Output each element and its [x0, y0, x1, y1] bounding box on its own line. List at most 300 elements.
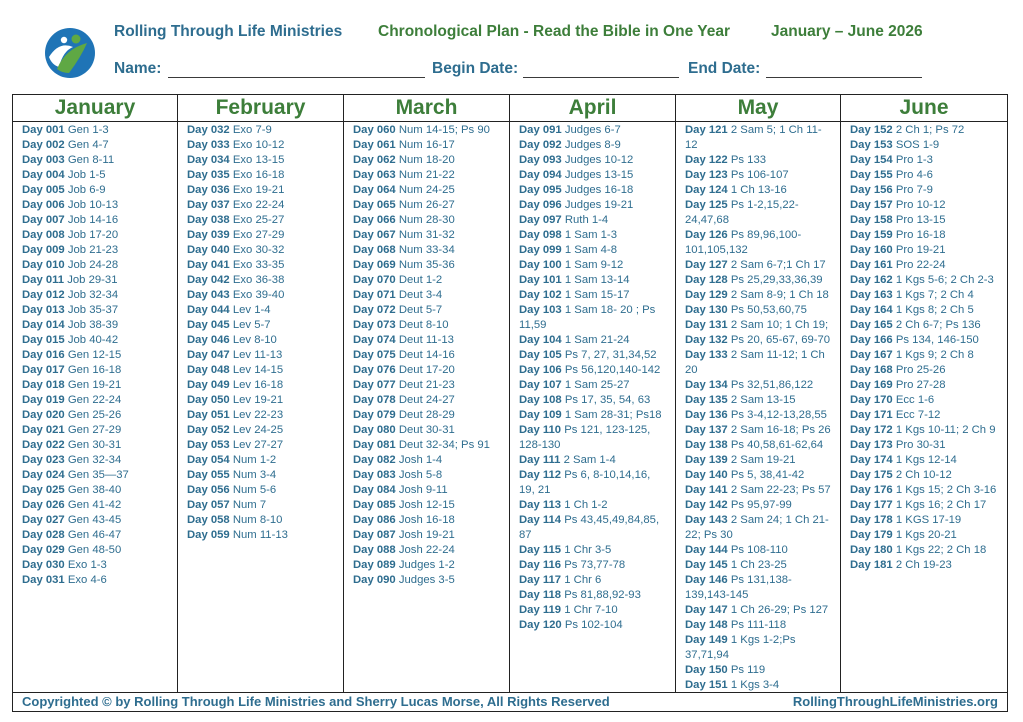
day-number: Day 073 — [353, 319, 396, 331]
reading-entry — [353, 333, 509, 348]
day-number: Day 123 — [685, 169, 728, 181]
day-number: Day 017 — [22, 364, 65, 376]
reading-entry — [187, 348, 343, 363]
scripture-passage: Exo 10-12 — [232, 139, 285, 151]
scripture-passage: Pro 13-15 — [895, 214, 946, 226]
scripture-passage: 1 Kgs 1-2;Ps 37,71,94 — [685, 634, 796, 661]
day-number: Day 066 — [353, 214, 396, 226]
name-field[interactable] — [168, 77, 425, 78]
reading-entry — [519, 198, 675, 213]
reading-entry — [519, 423, 675, 453]
day-number: Day 060 — [353, 124, 396, 136]
day-number: Day 039 — [187, 229, 230, 241]
website-link[interactable]: RollingThroughLifeMinistries.org — [792, 694, 998, 709]
day-number: Day 126 — [685, 229, 728, 241]
scripture-passage: Job 32-34 — [67, 289, 119, 301]
day-number: Day 035 — [187, 169, 230, 181]
day-number: Day 050 — [187, 394, 230, 406]
day-number: Day 059 — [187, 529, 230, 541]
scripture-passage: Deut 1-2 — [398, 274, 443, 286]
scripture-passage: 2 Sam 19-21 — [730, 454, 796, 466]
reading-entry — [22, 498, 177, 513]
scripture-passage: 1 Kgs 9; 2 Ch 8 — [895, 349, 974, 361]
day-number: Day 009 — [22, 244, 65, 256]
scripture-passage: Ps 73,77-78 — [564, 559, 626, 571]
scripture-passage: Job 1-5 — [67, 169, 106, 181]
reading-entry — [519, 393, 675, 408]
reading-entry — [187, 273, 343, 288]
reading-entry — [519, 123, 675, 138]
day-number: Day 052 — [187, 424, 230, 436]
scripture-passage: Gen 41-42 — [67, 499, 122, 511]
scripture-passage: Gen 25-26 — [67, 409, 122, 421]
reading-entry — [353, 393, 509, 408]
day-number: Day 031 — [22, 574, 65, 586]
reading-entry — [22, 138, 177, 153]
scripture-passage: Exo 36-38 — [232, 274, 285, 286]
reading-entry — [519, 258, 675, 273]
reading-entry — [850, 468, 1007, 483]
month-column-march — [344, 95, 510, 692]
day-number: Day 094 — [519, 169, 562, 181]
reading-list — [510, 122, 675, 633]
month-column-april — [510, 95, 676, 692]
scripture-passage: 2 Sam 13-15 — [730, 394, 796, 406]
reading-entry — [187, 333, 343, 348]
scripture-passage: Ps 131,138-139,143-145 — [685, 574, 792, 601]
scripture-passage: Deut 14-16 — [398, 349, 455, 361]
scripture-passage: Ecc 1-6 — [895, 394, 935, 406]
reading-entry — [685, 123, 840, 153]
day-number: Day 021 — [22, 424, 65, 436]
day-number: Day 020 — [22, 409, 65, 421]
day-number: Day 061 — [353, 139, 396, 151]
begin-date-field[interactable] — [523, 77, 679, 78]
scripture-passage: Lev 14-15 — [232, 364, 284, 376]
scripture-passage: Ps 134, 146-150 — [895, 334, 979, 346]
scripture-passage: Job 14-16 — [67, 214, 119, 226]
day-number: Day 068 — [353, 244, 396, 256]
scripture-passage: Lev 24-25 — [232, 424, 284, 436]
scripture-passage: Ps 5, 38,41-42 — [730, 469, 805, 481]
reading-entry — [353, 513, 509, 528]
day-number: Day 070 — [353, 274, 396, 286]
reading-entry — [850, 288, 1007, 303]
day-number: Day 044 — [187, 304, 230, 316]
day-number: Day 181 — [850, 559, 893, 571]
scripture-passage: Ps 119 — [730, 664, 766, 676]
scripture-passage: Judges 8-9 — [564, 139, 621, 151]
reading-entry — [685, 378, 840, 393]
reading-entry — [685, 228, 840, 258]
reading-entry — [850, 213, 1007, 228]
plan-title: Chronological Plan - Read the Bible in One Year — [378, 23, 730, 40]
scripture-passage: Ps 40,58,61-62,64 — [730, 439, 824, 451]
reading-entry — [353, 483, 509, 498]
reading-entry — [22, 303, 177, 318]
reading-entry — [685, 333, 840, 348]
day-number: Day 081 — [353, 439, 396, 451]
reading-entry — [353, 423, 509, 438]
scripture-passage: Exo 30-32 — [232, 244, 285, 256]
month-column-may — [676, 95, 841, 692]
day-number: Day 047 — [187, 349, 230, 361]
day-number: Day 156 — [850, 184, 893, 196]
day-number: Day 010 — [22, 259, 65, 271]
reading-entry — [187, 363, 343, 378]
scripture-passage: Gen 1-3 — [67, 124, 109, 136]
scripture-passage: Ps 3-4,12-13,28,55 — [730, 409, 827, 421]
scripture-passage: SOS 1-9 — [895, 139, 940, 151]
scripture-passage: Deut 28-29 — [398, 409, 455, 421]
reading-entry — [519, 603, 675, 618]
reading-entry — [519, 228, 675, 243]
reading-entry — [850, 348, 1007, 363]
scripture-passage: 1 Sam 15-17 — [564, 289, 630, 301]
day-number: Day 046 — [187, 334, 230, 346]
day-number: Day 036 — [187, 184, 230, 196]
reading-entry — [187, 378, 343, 393]
reading-entry — [187, 528, 343, 543]
scripture-passage: Num 31-32 — [398, 229, 455, 241]
scripture-passage: Judges 16-18 — [564, 184, 634, 196]
reading-entry — [187, 423, 343, 438]
scripture-passage: Lev 22-23 — [232, 409, 284, 421]
reading-entry — [519, 288, 675, 303]
reading-entry — [22, 228, 177, 243]
scripture-passage: Gen 30-31 — [67, 439, 122, 451]
scripture-passage: Gen 22-24 — [67, 394, 122, 406]
reading-entry — [850, 123, 1007, 138]
scripture-passage: 2 Sam 10; 1 Ch 19; — [730, 319, 829, 331]
scripture-passage: Ps 1-2,15,22-24,47,68 — [685, 199, 799, 226]
scripture-passage: 1 Sam 1-3 — [564, 229, 617, 241]
day-number: Day 082 — [353, 454, 396, 466]
scripture-passage: 2 Ch 1; Ps 72 — [895, 124, 965, 136]
reading-entry — [22, 378, 177, 393]
reading-entry — [519, 498, 675, 513]
day-number: Day 133 — [685, 349, 728, 361]
day-number: Day 065 — [353, 199, 396, 211]
day-number: Day 062 — [353, 154, 396, 166]
scripture-passage: Pro 19-21 — [895, 244, 946, 256]
day-number: Day 018 — [22, 379, 65, 391]
scripture-passage: 1 Ch 26-29; Ps 127 — [730, 604, 829, 616]
day-number: Day 003 — [22, 154, 65, 166]
scripture-passage: Ps 111-118 — [730, 619, 787, 631]
reading-entry — [685, 183, 840, 198]
day-number: Day 169 — [850, 379, 893, 391]
day-number: Day 084 — [353, 484, 396, 496]
day-number: Day 087 — [353, 529, 396, 541]
reading-entry — [353, 288, 509, 303]
reading-entry — [353, 228, 509, 243]
day-number: Day 145 — [685, 559, 728, 571]
day-number: Day 153 — [850, 139, 893, 151]
day-number: Day 008 — [22, 229, 65, 241]
reading-entry — [22, 288, 177, 303]
day-number: Day 144 — [685, 544, 728, 556]
scripture-passage: 1 Kgs 12-14 — [895, 454, 957, 466]
day-number: Day 141 — [685, 484, 728, 496]
day-number: Day 102 — [519, 289, 562, 301]
day-number: Day 109 — [519, 409, 562, 421]
reading-entry — [22, 123, 177, 138]
reading-entry — [353, 273, 509, 288]
reading-entry — [685, 438, 840, 453]
day-number: Day 072 — [353, 304, 396, 316]
reading-entry — [850, 378, 1007, 393]
day-number: Day 093 — [519, 154, 562, 166]
day-number: Day 106 — [519, 364, 562, 376]
reading-entry — [187, 468, 343, 483]
scripture-passage: Ps 89,96,100-101,105,132 — [685, 229, 802, 256]
scripture-passage: 1 Sam 9-12 — [564, 259, 624, 271]
reading-entry — [22, 183, 177, 198]
reading-entry — [353, 498, 509, 513]
scripture-passage: Judges 6-7 — [564, 124, 621, 136]
reading-entry — [22, 468, 177, 483]
reading-entry — [187, 288, 343, 303]
scripture-passage: Num 21-22 — [398, 169, 455, 181]
day-number: Day 131 — [685, 319, 728, 331]
day-number: Day 032 — [187, 124, 230, 136]
reading-entry — [22, 543, 177, 558]
scripture-passage: Judges 3-5 — [398, 574, 455, 586]
scripture-passage: Ps 7, 27, 31,34,52 — [564, 349, 657, 361]
form-row — [0, 60, 1023, 82]
reading-entry — [850, 303, 1007, 318]
reading-entry — [187, 483, 343, 498]
reading-entry — [353, 558, 509, 573]
scripture-passage: Ps 50,53,60,75 — [730, 304, 807, 316]
reading-entry — [850, 333, 1007, 348]
day-number: Day 115 — [519, 544, 562, 556]
reading-entry — [519, 468, 675, 498]
day-number: Day 112 — [519, 469, 562, 481]
scripture-passage: 2 Sam 16-18; Ps 26 — [730, 424, 831, 436]
reading-entry — [850, 138, 1007, 153]
scripture-passage: Ps 25,29,33,36,39 — [730, 274, 823, 286]
day-number: Day 179 — [850, 529, 893, 541]
day-number: Day 080 — [353, 424, 396, 436]
scripture-passage: Exo 4-6 — [67, 574, 107, 586]
day-number: Day 098 — [519, 229, 562, 241]
scripture-passage: Gen 4-7 — [67, 139, 109, 151]
month-column-june — [841, 95, 1007, 692]
day-number: Day 063 — [353, 169, 396, 181]
scripture-passage: Josh 12-15 — [398, 499, 455, 511]
day-number: Day 104 — [519, 334, 562, 346]
reading-entry — [685, 678, 840, 693]
day-number: Day 177 — [850, 499, 893, 511]
day-number: Day 149 — [685, 634, 728, 646]
day-number: Day 088 — [353, 544, 396, 556]
reading-entry — [519, 453, 675, 468]
reading-entry — [685, 603, 840, 618]
day-number: Day 090 — [353, 574, 396, 586]
reading-entry — [519, 333, 675, 348]
day-number: Day 105 — [519, 349, 562, 361]
reading-entry — [187, 213, 343, 228]
scripture-passage: 1 Sam 13-14 — [564, 274, 630, 286]
scripture-passage: Lev 19-21 — [232, 394, 284, 406]
reading-entry — [353, 168, 509, 183]
reading-entry — [22, 333, 177, 348]
day-number: Day 075 — [353, 349, 396, 361]
day-number: Day 015 — [22, 334, 65, 346]
scripture-passage: Gen 35—37 — [67, 469, 129, 481]
end-date-field[interactable] — [766, 77, 922, 78]
reading-entry — [519, 513, 675, 543]
day-number: Day 164 — [850, 304, 893, 316]
day-number: Day 025 — [22, 484, 65, 496]
day-number: Day 028 — [22, 529, 65, 541]
scripture-passage: Gen 32-34 — [67, 454, 122, 466]
scripture-passage: Pro 27-28 — [895, 379, 946, 391]
scripture-passage: Ps 102-104 — [564, 619, 623, 631]
reading-entry — [353, 123, 509, 138]
day-number: Day 054 — [187, 454, 230, 466]
day-number: Day 092 — [519, 139, 562, 151]
reading-entry — [22, 453, 177, 468]
day-number: Day 091 — [519, 124, 562, 136]
scripture-passage: Num 35-36 — [398, 259, 455, 271]
scripture-passage: Num 8-10 — [232, 514, 283, 526]
day-number: Day 055 — [187, 469, 230, 481]
scripture-passage: Ps 106-107 — [730, 169, 789, 181]
day-number: Day 142 — [685, 499, 728, 511]
day-number: Day 166 — [850, 334, 893, 346]
day-number: Day 053 — [187, 439, 230, 451]
scripture-passage: Job 35-37 — [67, 304, 119, 316]
day-number: Day 147 — [685, 604, 728, 616]
reading-entry — [22, 213, 177, 228]
reading-entry — [353, 153, 509, 168]
day-number: Day 074 — [353, 334, 396, 346]
day-number: Day 089 — [353, 559, 396, 571]
name-label: Name: — [114, 60, 162, 77]
scripture-passage: Lev 11-13 — [232, 349, 283, 361]
reading-entry — [685, 273, 840, 288]
month-heading: January — [13, 95, 177, 122]
reading-entry — [353, 258, 509, 273]
reading-entry — [685, 153, 840, 168]
reading-entry — [353, 318, 509, 333]
reading-entry — [353, 363, 509, 378]
scripture-passage: Josh 1-4 — [398, 454, 443, 466]
day-number: Day 158 — [850, 214, 893, 226]
day-number: Day 138 — [685, 439, 728, 451]
reading-entry — [353, 573, 509, 588]
day-number: Day 125 — [685, 199, 728, 211]
scripture-passage: Exo 27-29 — [232, 229, 285, 241]
reading-entry — [850, 528, 1007, 543]
scripture-passage: Lev 16-18 — [232, 379, 284, 391]
day-number: Day 051 — [187, 409, 230, 421]
reading-plan-table — [12, 94, 1008, 712]
day-number: Day 152 — [850, 124, 893, 136]
day-number: Day 005 — [22, 184, 65, 196]
scripture-passage: 2 Ch 19-23 — [895, 559, 952, 571]
scripture-passage: 1 Kgs 10-11; 2 Ch 9 — [895, 424, 996, 436]
day-number: Day 165 — [850, 319, 893, 331]
day-number: Day 076 — [353, 364, 396, 376]
day-number: Day 042 — [187, 274, 230, 286]
scripture-passage: 1 Kgs 8; 2 Ch 5 — [895, 304, 974, 316]
day-number: Day 064 — [353, 184, 396, 196]
day-number: Day 067 — [353, 229, 396, 241]
day-number: Day 110 — [519, 424, 562, 436]
scripture-passage: Job 24-28 — [67, 259, 119, 271]
reading-entry — [353, 543, 509, 558]
scripture-passage: Josh 16-18 — [398, 514, 455, 526]
reading-entry — [353, 183, 509, 198]
scripture-passage: Judges 1-2 — [398, 559, 455, 571]
day-number: Day 130 — [685, 304, 728, 316]
reading-entry — [685, 558, 840, 573]
reading-entry — [685, 198, 840, 228]
scripture-passage: Num 5-6 — [232, 484, 277, 496]
day-number: Day 174 — [850, 454, 893, 466]
day-number: Day 140 — [685, 469, 728, 481]
reading-entry — [22, 153, 177, 168]
scripture-passage: Gen 46-47 — [67, 529, 122, 541]
reading-entry — [850, 228, 1007, 243]
reading-entry — [850, 423, 1007, 438]
day-number: Day 057 — [187, 499, 230, 511]
reading-entry — [685, 423, 840, 438]
day-number: Day 040 — [187, 244, 230, 256]
day-number: Day 118 — [519, 589, 562, 601]
reading-entry — [22, 273, 177, 288]
reading-entry — [685, 618, 840, 633]
reading-entry — [353, 528, 509, 543]
scripture-passage: 1 Sam 21-24 — [564, 334, 630, 346]
reading-entry — [850, 558, 1007, 573]
scripture-passage: Josh 19-21 — [398, 529, 455, 541]
scripture-passage: 1 KGS 17-19 — [895, 514, 962, 526]
day-number: Day 161 — [850, 259, 893, 271]
scripture-passage: 1 Ch 13-16 — [730, 184, 787, 196]
day-number: Day 172 — [850, 424, 893, 436]
month-column-february — [178, 95, 344, 692]
day-number: Day 014 — [22, 319, 65, 331]
reading-entry — [850, 258, 1007, 273]
scripture-passage: Judges 13-15 — [564, 169, 634, 181]
day-number: Day 048 — [187, 364, 230, 376]
scripture-passage: Gen 16-18 — [67, 364, 122, 376]
reading-entry — [850, 513, 1007, 528]
scripture-passage: 1 Chr 6 — [564, 574, 602, 586]
day-number: Day 121 — [685, 124, 728, 136]
day-number: Day 150 — [685, 664, 728, 676]
month-heading: May — [676, 95, 840, 122]
scripture-passage: 2 Sam 24; 1 Ch 21-22; Ps 30 — [685, 514, 829, 541]
day-number: Day 124 — [685, 184, 728, 196]
day-number: Day 136 — [685, 409, 728, 421]
day-number: Day 030 — [22, 559, 65, 571]
scripture-passage: Gen 8-11 — [67, 154, 115, 166]
reading-entry — [850, 408, 1007, 423]
day-number: Day 041 — [187, 259, 230, 271]
reading-entry — [685, 483, 840, 498]
reading-entry — [22, 348, 177, 363]
scripture-passage: Pro 1-3 — [895, 154, 933, 166]
scripture-passage: Num 26-27 — [398, 199, 455, 211]
day-number: Day 127 — [685, 259, 728, 271]
reading-entry — [353, 453, 509, 468]
